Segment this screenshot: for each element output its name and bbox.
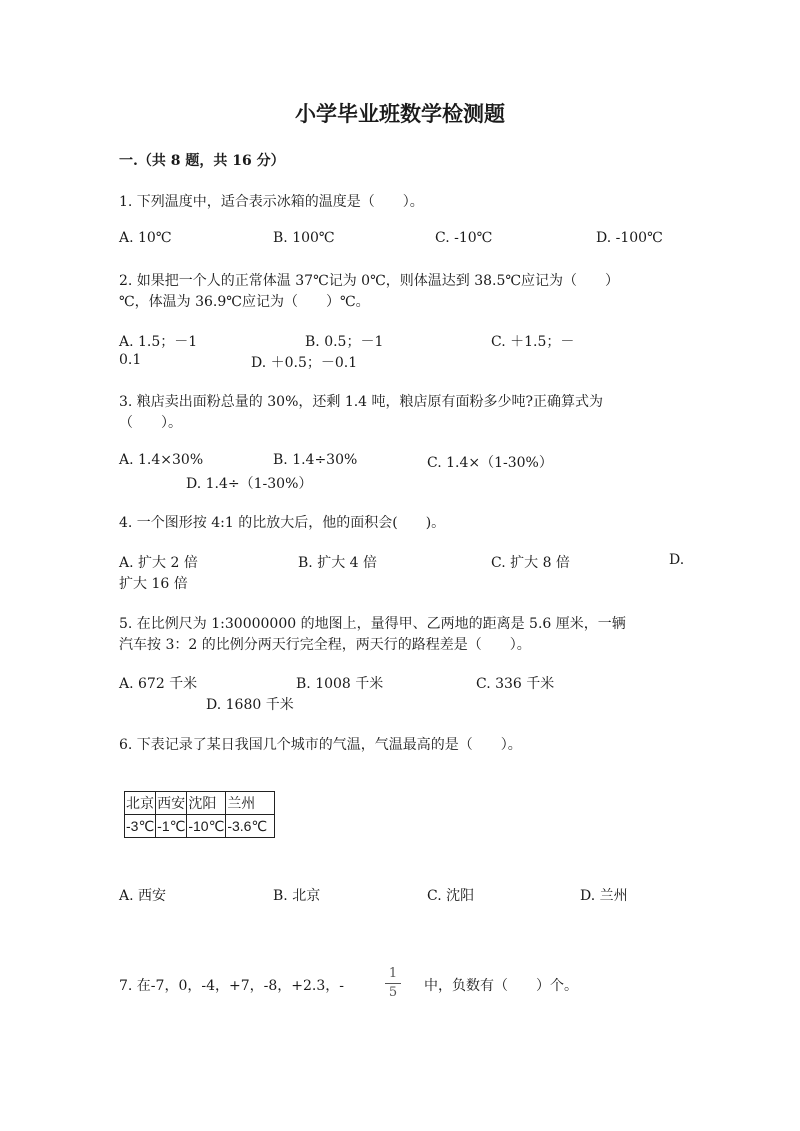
question-5-option-d: D. 1680 千米 bbox=[206, 697, 294, 713]
question-1-option-d: D. -100℃ bbox=[596, 230, 663, 246]
question-1-option-c: C. -10℃ bbox=[435, 230, 493, 246]
question-4-option-c: C. 扩大 8 倍 bbox=[491, 555, 570, 571]
question-2-option-d: D. ＋0.5；－0.1 bbox=[251, 355, 358, 371]
fraction-denominator: 5 bbox=[388, 985, 398, 1000]
table-cell-temp: -3.6℃ bbox=[226, 815, 275, 838]
table-cell-temp: -1℃ bbox=[156, 815, 187, 838]
table-cell-city: 北京 bbox=[125, 792, 156, 815]
question-5-option-c: C. 336 千米 bbox=[476, 676, 555, 692]
question-2-option-b: B. 0.5；－1 bbox=[305, 334, 384, 350]
question-5-stem-line1: 5. 在比例尺为 1:30000000 的地图上，量得甲、乙两地的距离是 5.6 厘米，一辆 bbox=[119, 616, 626, 632]
question-3-option-d: D. 1.4÷（1-30%） bbox=[186, 476, 313, 492]
question-7-stem-before: 7. 在-7，0，-4，+7，-8，+2.3，- bbox=[119, 978, 344, 994]
question-1-stem: 1. 下列温度中，适合表示冰箱的温度是（ ）。 bbox=[119, 194, 424, 210]
question-3-stem-line1: 3. 粮店卖出面粉总量的 30%，还剩 1.4 吨，粮店原有面粉多少吨?正确算式为 bbox=[119, 394, 604, 410]
city-temperature-table bbox=[124, 791, 275, 838]
question-3-option-a: A. 1.4×30% bbox=[119, 452, 204, 468]
question-6-option-c: C. 沈阳 bbox=[427, 888, 475, 904]
question-5-option-b: B. 1008 千米 bbox=[296, 676, 384, 692]
table-cell-temp: -3℃ bbox=[125, 815, 156, 838]
question-4-option-d: D. bbox=[669, 552, 685, 568]
table-row bbox=[125, 792, 275, 815]
page-title: 小学毕业班数学检测题 bbox=[295, 101, 505, 126]
table-cell-city: 沈阳 bbox=[187, 792, 226, 815]
question-1-option-a: A. 10℃ bbox=[119, 230, 172, 246]
question-6-option-a: A. 西安 bbox=[119, 888, 167, 904]
question-2-option-c: C. ＋1.5；－ bbox=[491, 334, 575, 350]
table-cell-temp: -10℃ bbox=[187, 815, 226, 838]
question-3-stem-line2: （ ）。 bbox=[119, 415, 182, 431]
question-5-stem-line2: 汽车按 3：2 的比例分两天行完全程，两天行的路程差是（ ）。 bbox=[119, 637, 531, 653]
question-6-option-b: B. 北京 bbox=[273, 888, 321, 904]
question-4-option-d-wrap: 扩大 16 倍 bbox=[119, 576, 188, 592]
question-1-option-b: B. 100℃ bbox=[273, 230, 335, 246]
question-4-option-b: B. 扩大 4 倍 bbox=[298, 555, 377, 571]
question-7-stem-after: 中，负数有（ ）个。 bbox=[424, 978, 578, 994]
question-6-stem: 6. 下表记录了某日我国几个城市的气温，气温最高的是（ ）。 bbox=[119, 737, 522, 753]
question-6-option-d: D. 兰州 bbox=[580, 888, 628, 904]
table-cell-city: 兰州 bbox=[226, 792, 275, 815]
question-2-option-a: A. 1.5；－1 bbox=[119, 334, 198, 350]
table-cell-city: 西安 bbox=[156, 792, 187, 815]
fraction-bar bbox=[385, 983, 401, 984]
table-row bbox=[125, 815, 275, 838]
fraction-numerator: 1 bbox=[388, 966, 398, 981]
question-3-option-c: C. 1.4×（1-30%） bbox=[427, 455, 553, 471]
question-4-option-a: A. 扩大 2 倍 bbox=[119, 555, 198, 571]
question-2-stem-line2: ℃，体温为 36.9℃应记为（ ）℃。 bbox=[119, 294, 370, 310]
question-5-option-a: A. 672 千米 bbox=[119, 676, 198, 692]
section-heading: 一.（共 8 题，共 16 分） bbox=[119, 153, 285, 169]
question-3-option-b: B. 1.4÷30% bbox=[273, 452, 358, 468]
question-2-stem-line1: 2. 如果把一个人的正常体温 37℃记为 0℃，则体温达到 38.5℃应记为（ ） bbox=[119, 273, 620, 289]
question-4-stem: 4. 一个图形按 4:1 的比放大后，他的面积会( )。 bbox=[119, 515, 446, 531]
question-2-option-c-wrap: 0.1 bbox=[119, 352, 142, 368]
fraction-one-fifth bbox=[383, 966, 403, 1001]
